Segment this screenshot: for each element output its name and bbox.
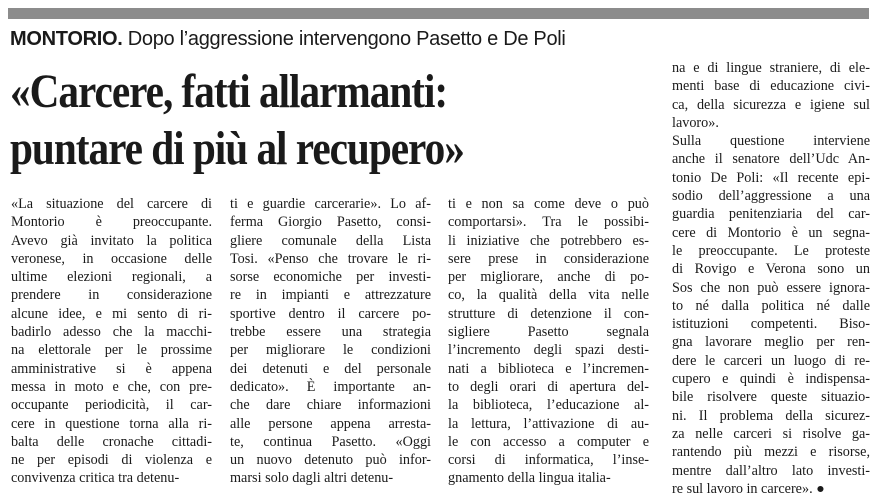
kicker-text: Dopo l’aggressione intervengono Pasetto e De Poli (122, 28, 566, 50)
text-line: dei detenuti e del personale (230, 360, 431, 377)
text-line: balta delle cronache cittadi- (11, 433, 212, 450)
text-line: Sulla questione interviene (672, 133, 870, 150)
body-column-3 (448, 195, 649, 488)
text-line: sigliere Pasetto segnala (448, 324, 649, 341)
headline-line-1: «Carcere, fatti allarmanti: (10, 65, 448, 118)
text-line: Montorio è preoccupante. (11, 214, 212, 231)
body-column-2 (230, 195, 431, 488)
text-line: alle persone appena arresta- (230, 415, 431, 432)
text-line: messa in moto e che, con pre- (11, 378, 212, 395)
text-line: gliere comunale della Lista (230, 232, 431, 249)
text-line: na elettorale per le prossime (11, 342, 212, 359)
text-line: na e di lingue straniere, di ele- (672, 60, 870, 76)
text-line: co, la qualità della vita nelle (448, 287, 649, 304)
text-line: ultime elezioni regionali, a (11, 269, 212, 286)
text-line: lavoro». (672, 114, 719, 131)
text-line: sodio dell’aggressione a una (672, 188, 870, 205)
text-line: dere le carceri un luogo di re- (672, 352, 870, 369)
body-column-1 (11, 195, 212, 488)
text-line: gnamento della lingua italia- (448, 470, 611, 487)
text-line: ti e non sa come deve o può (448, 196, 649, 212)
text-line: occupante periodicità, il car- (11, 397, 212, 414)
text-line: istituzioni competenti. Biso- (672, 316, 870, 333)
text-line: di Rovigo e Verona sono un (672, 261, 870, 278)
text-line: cere di Montorio è un segna- (672, 224, 870, 241)
text-line: ni. Il problema della sicurez- (672, 407, 870, 424)
text-line: anche il senatore dell’Udc An- (672, 151, 870, 168)
kicker-location: MONTORIO. (10, 28, 123, 50)
text-line: comportarsi». Tra le possibi- (448, 214, 649, 231)
text-line: sere prese in considerazione (448, 250, 649, 267)
text-line: ferma Giorgio Pasetto, consi- (230, 214, 431, 231)
text-line: l’incremento degli spazi desti- (448, 342, 649, 359)
text-line: te, continua Pasetto. «Oggi (230, 433, 431, 450)
text-line: che dare chiare informazioni (230, 397, 431, 414)
section-top-bar (8, 8, 869, 19)
text-line: tonio De Poli: «Il recente epi- (672, 169, 870, 186)
text-line: dedicato». È importante an- (230, 378, 431, 395)
text-line: per migliorare le condizioni (230, 342, 431, 359)
text-line: le preoccupante. Le proteste (672, 242, 870, 259)
text-line: alcune idee, e mi sento di ri- (11, 305, 212, 322)
text-line: trebbe essere una strategia (230, 324, 431, 341)
text-line: convivenza critica tra detenu- (11, 470, 180, 487)
text-line: Avevo già invitato la politica (11, 232, 212, 249)
text-line: sorse economiche per investi- (230, 269, 431, 286)
headline-line-2: puntare di più al recupero» (10, 122, 464, 175)
text-line: la lettura, l’attivazione di au- (448, 415, 649, 432)
text-line: Sos che non può essere ignora- (672, 279, 870, 296)
text-line: mentre dall’altro lato investi- (672, 462, 870, 479)
text-line: to né dalla politica né dalle (672, 297, 870, 314)
text-line: bile risolvere queste situazio- (672, 389, 870, 406)
text-line: strutture di detenzione il con- (448, 305, 649, 322)
text-line: cupero e quindi è indispensa- (672, 371, 870, 388)
text-line: veronese, in occasione delle (11, 250, 212, 267)
text-line: Tosi. «Penso che trovare le ri- (230, 250, 431, 267)
text-line: ca, della sicurezza e igiene sul (672, 96, 870, 113)
article-kicker (10, 27, 566, 51)
text-line: to degli orari di apertura del- (448, 378, 649, 395)
text-line: re in impianti e attrezzature (230, 287, 431, 304)
text-line: sportive dentro il carcere po- (230, 305, 431, 322)
text-line: le con accesso a computer e (448, 433, 649, 450)
text-line: un nuovo detenuto può infor- (230, 452, 431, 469)
text-line: rantendo più mezzi e risorse, (672, 444, 870, 461)
text-line: guardia penitenziaria del car- (672, 206, 870, 223)
text-line: cere in questione torna alla ri- (11, 415, 212, 432)
text-line: za nelle carceri si risolve ga- (672, 425, 870, 442)
text-line: amministrative si è appena (11, 360, 212, 377)
text-line: gna lavorare meglio per ren- (672, 334, 870, 351)
text-line: ne per episodi di violenza e (11, 452, 212, 469)
text-line: menti base di educazione civi- (672, 78, 870, 95)
text-line: nati a biblioteca e l’incremen- (448, 360, 649, 377)
body-column-4 (672, 59, 870, 498)
text-line: prendere in considerazione (11, 287, 212, 304)
text-line: per migliorare, anche di po- (448, 269, 649, 286)
text-line: re sul lavoro in carcere». ● (672, 480, 825, 497)
text-line: corsi di informatica, l’inse- (448, 452, 649, 469)
text-line: marsi solo dagli altri detenu- (230, 470, 394, 487)
text-line: la biblioteca, l’educazione al- (448, 397, 649, 414)
text-line: badirlo adesso che la macchi- (11, 324, 212, 341)
text-line: «La situazione del carcere di (11, 196, 212, 212)
text-line: ti e guardie carcerarie». Lo af- (230, 196, 431, 212)
text-line: li iniziative che potrebbero es- (448, 232, 649, 249)
